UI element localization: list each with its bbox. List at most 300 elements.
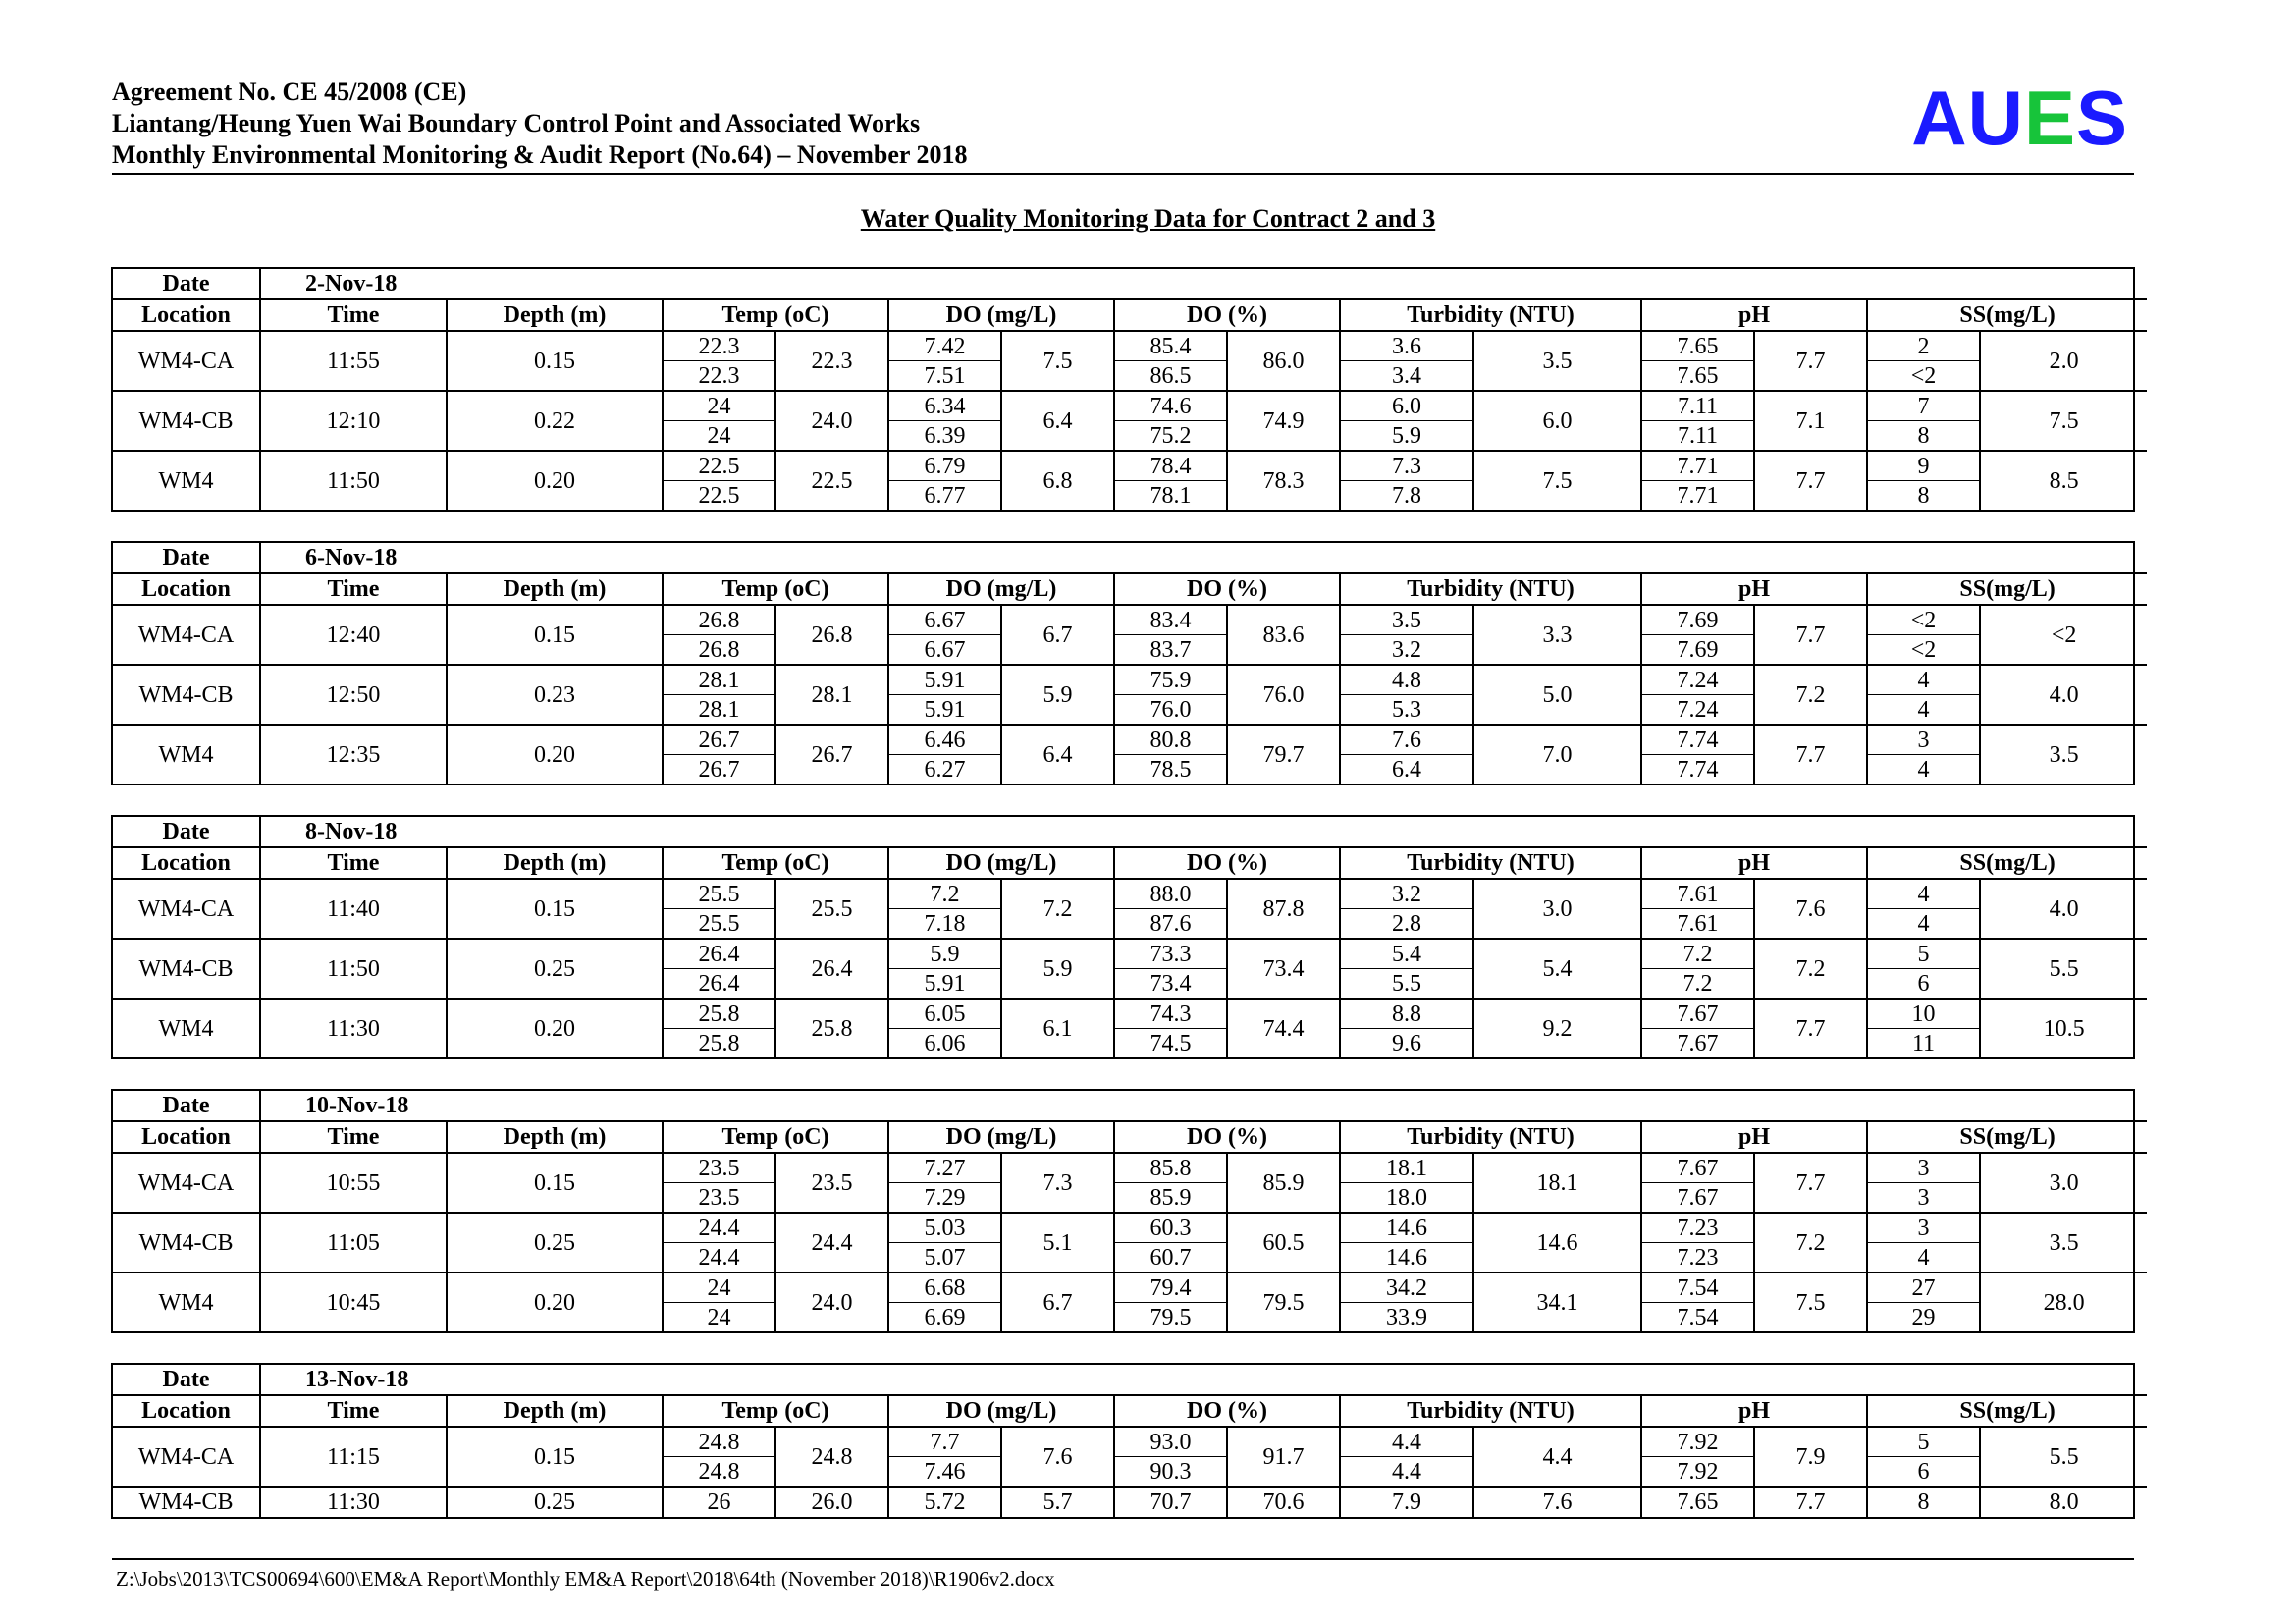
turbidity-reading-1: 3.2: [1340, 879, 1473, 909]
date-value: 2-Nov-18: [305, 271, 398, 297]
ss-reading-1: 5: [1867, 1427, 1980, 1457]
ss-reading-2: <2: [1867, 635, 1980, 666]
ss-reading-2: 4: [1867, 695, 1980, 726]
do-mgl-reading-2: 5.07: [888, 1243, 1001, 1273]
location-header: Location: [113, 1395, 260, 1427]
depth-cell: 0.25: [447, 939, 663, 999]
location-header: Location: [113, 1121, 260, 1153]
location-header: Location: [113, 847, 260, 879]
do-pct-header: DO (%): [1114, 1121, 1340, 1153]
ss-reading-2: 8: [1867, 421, 1980, 452]
location-cell: WM4: [113, 725, 260, 784]
ph-reading-1: 7.69: [1641, 605, 1754, 635]
temp-average: 26.0: [775, 1487, 888, 1517]
date-table-block: [111, 1089, 2135, 1333]
ss-reading-1: 9: [1867, 451, 1980, 481]
do-pct-average: 85.9: [1227, 1153, 1340, 1213]
do-pct-average: 74.9: [1227, 391, 1340, 451]
do-mgl-header: DO (mg/L): [888, 847, 1114, 879]
do-mgl-header: DO (mg/L): [888, 299, 1114, 331]
depth-header: Depth (m): [447, 1395, 663, 1427]
turbidity-average: 18.1: [1473, 1153, 1641, 1213]
table-row: [113, 1272, 2147, 1303]
do-mgl-header: DO (mg/L): [888, 573, 1114, 605]
file-path: Z:\Jobs\2013\TCS00694\600\EM&A Report\Monthly EM&A Report\2018\64th (November 2018)\R1906v2.docx: [116, 1567, 1055, 1591]
ss-reading-1: 5: [1867, 939, 1980, 969]
logo-part-s: S: [2075, 75, 2128, 161]
do-pct-reading-2: 85.9: [1114, 1183, 1227, 1214]
do-pct-average: 78.3: [1227, 451, 1340, 510]
do-mgl-reading-2: 5.91: [888, 969, 1001, 1000]
ph-header: pH: [1641, 1395, 1867, 1427]
ph-reading-1: 7.65: [1641, 331, 1754, 361]
do-mgl-average: 5.7: [1001, 1487, 1114, 1517]
do-mgl-reading-2: 7.29: [888, 1183, 1001, 1214]
do-pct-reading-2: 78.1: [1114, 481, 1227, 511]
temp-average: 24.0: [775, 391, 888, 451]
turbidity-reading-1: 6.0: [1340, 391, 1473, 421]
depth-cell: 0.23: [447, 665, 663, 725]
ss-reading-2: 4: [1867, 755, 1980, 785]
do-mgl-reading-1: 6.05: [888, 999, 1001, 1029]
footer-divider: [112, 1558, 2134, 1560]
do-mgl-reading-1: 6.68: [888, 1272, 1001, 1303]
turbidity-reading-1: 7.3: [1340, 451, 1473, 481]
ph-average: 7.1: [1754, 391, 1867, 451]
ph-reading-2: 7.11: [1641, 421, 1754, 452]
date-value: 10-Nov-18: [305, 1093, 409, 1118]
ss-reading-1: 3: [1867, 725, 1980, 755]
date-row: [113, 269, 2147, 299]
temp-reading-2: 28.1: [663, 695, 775, 726]
date-label: Date: [113, 1091, 260, 1121]
temp-reading-1: 22.3: [663, 331, 775, 361]
ss-reading-1: 10: [1867, 999, 1980, 1029]
do-mgl-reading-2: 6.06: [888, 1029, 1001, 1058]
do-pct-reading-1: 75.9: [1114, 665, 1227, 695]
ph-reading-1: 7.74: [1641, 725, 1754, 755]
ss-reading-2: 29: [1867, 1303, 1980, 1332]
ph-average: 7.7: [1754, 1153, 1867, 1213]
do-mgl-reading-2: 6.69: [888, 1303, 1001, 1332]
turbidity-reading-1: 4.8: [1340, 665, 1473, 695]
ph-reading-1: 7.67: [1641, 1153, 1754, 1183]
table-row: [113, 1213, 2147, 1243]
ss-average: 5.5: [1980, 939, 2147, 999]
location-cell: WM4-CB: [113, 665, 260, 725]
temp-reading-1: 28.1: [663, 665, 775, 695]
ss-header: SS(mg/L): [1867, 299, 2147, 331]
do-pct-reading-2: 83.7: [1114, 635, 1227, 666]
time-cell: 11:30: [260, 1487, 447, 1517]
ss-reading-2: 11: [1867, 1029, 1980, 1058]
turbidity-average: 5.4: [1473, 939, 1641, 999]
ss-average: 4.0: [1980, 879, 2147, 939]
temp-reading-1: 26.8: [663, 605, 775, 635]
do-pct-reading-1: 80.8: [1114, 725, 1227, 755]
table-row: [113, 879, 2147, 909]
temp-reading-1: 26.7: [663, 725, 775, 755]
do-mgl-average: 6.1: [1001, 999, 1114, 1057]
date-table-block: [111, 541, 2135, 785]
do-pct-reading-1: 85.8: [1114, 1153, 1227, 1183]
location-cell: WM4-CA: [137, 1443, 235, 1470]
location-cell: WM4: [113, 999, 260, 1057]
ph-header: pH: [1641, 847, 1867, 879]
location-header: Location: [113, 299, 260, 331]
table-row: [113, 665, 2147, 695]
ss-reading-1: 3: [1867, 1153, 1980, 1183]
depth-cell: 0.15: [447, 879, 663, 939]
temp-reading-2: 25.8: [663, 1029, 775, 1058]
ph-reading: 7.65: [1641, 1487, 1754, 1517]
depth-cell: 0.20: [447, 999, 663, 1057]
water-quality-table: [113, 1091, 2147, 1331]
turbidity-reading-2: 5.3: [1340, 695, 1473, 726]
turbidity-average: 7.0: [1473, 725, 1641, 784]
ph-reading-2: 7.65: [1641, 361, 1754, 392]
do-mgl-average: 7.3: [1001, 1153, 1114, 1213]
do-pct-average: 60.5: [1227, 1213, 1340, 1272]
column-header-row: [113, 1121, 2147, 1153]
temp-reading-2: 25.5: [663, 909, 775, 940]
ss-reading-2: 4: [1867, 909, 1980, 940]
location-header: Location: [113, 573, 260, 605]
table-row: [113, 1153, 2147, 1183]
do-mgl-reading-1: 7.42: [888, 331, 1001, 361]
depth-cell: 0.25: [447, 1487, 663, 1517]
do-mgl-average: 7.2: [1001, 879, 1114, 939]
do-pct-header: DO (%): [1114, 1395, 1340, 1427]
column-header-row: [113, 1395, 2147, 1427]
agreement-number: Agreement No. CE 45/2008 (CE): [112, 78, 467, 106]
water-quality-table: [113, 817, 2147, 1057]
turbidity-average: 7.6: [1473, 1487, 1641, 1517]
do-mgl-average: 5.1: [1001, 1213, 1114, 1272]
ph-average: 7.7: [1754, 331, 1867, 391]
temp-average: 25.5: [775, 879, 888, 939]
date-row: [113, 817, 2147, 847]
do-pct-header: DO (%): [1114, 299, 1340, 331]
date-value: 6-Nov-18: [305, 545, 398, 570]
do-pct-header: DO (%): [1114, 573, 1340, 605]
do-pct-reading-2: 60.7: [1114, 1243, 1227, 1273]
temp-reading: 26: [663, 1487, 775, 1517]
depth-cell: 0.20: [447, 725, 663, 784]
ss-reading-2: 8: [1867, 481, 1980, 511]
turbidity-header: Turbidity (NTU): [1340, 573, 1641, 605]
do-mgl-reading: 5.72: [888, 1487, 1001, 1517]
temp-header: Temp (oC): [663, 1395, 888, 1427]
turbidity-average: 34.1: [1473, 1272, 1641, 1331]
ph-average: 7.9: [1754, 1427, 1867, 1487]
water-quality-table: [113, 543, 2147, 784]
ph-average: 7.2: [1754, 1213, 1867, 1272]
turbidity-reading-2: 2.8: [1340, 909, 1473, 940]
ss-reading-1: 7: [1867, 391, 1980, 421]
temp-reading-1: 24: [663, 1272, 775, 1303]
ss-header: SS(mg/L): [1867, 573, 2147, 605]
ss-reading-1: 4: [1867, 879, 1980, 909]
ph-average: 7.7: [1754, 999, 1867, 1057]
do-mgl-average: 5.9: [1001, 939, 1114, 999]
do-mgl-reading-1: 6.34: [888, 391, 1001, 421]
ss-average: 7.5: [1980, 391, 2147, 451]
do-pct-reading-2: 76.0: [1114, 695, 1227, 726]
ph-header: pH: [1641, 299, 1867, 331]
location-cell: WM4-CB: [113, 1487, 260, 1517]
ph-average: 7.2: [1754, 939, 1867, 999]
location-cell: WM4-CA: [137, 1169, 235, 1196]
ss-average: 3.5: [1980, 725, 2147, 784]
depth-cell: 0.15: [447, 1427, 663, 1487]
depth-header: Depth (m): [447, 573, 663, 605]
ph-reading-1: 7.67: [1641, 999, 1754, 1029]
aues-logo: [1911, 75, 2128, 161]
ss-reading-2: <2: [1867, 361, 1980, 392]
do-mgl-average: 5.9: [1001, 665, 1114, 725]
do-mgl-reading-1: 5.03: [888, 1213, 1001, 1243]
do-mgl-reading-1: 7.7: [888, 1427, 1001, 1457]
do-pct-average: 91.7: [1227, 1427, 1340, 1487]
turbidity-average: 9.2: [1473, 999, 1641, 1057]
temp-average: 25.8: [775, 999, 888, 1057]
time-cell: 12:40: [260, 605, 447, 665]
ph-reading-2: 7.61: [1641, 909, 1754, 940]
time-header: Time: [260, 573, 447, 605]
do-pct-reading-1: 73.3: [1114, 939, 1227, 969]
ph-reading-2: 7.69: [1641, 635, 1754, 666]
do-pct-reading-2: 75.2: [1114, 421, 1227, 452]
do-pct-reading-2: 78.5: [1114, 755, 1227, 785]
ph-reading-1: 7.71: [1641, 451, 1754, 481]
time-cell: 11:15: [260, 1427, 447, 1487]
location-cell: WM4-CA: [137, 622, 235, 648]
do-mgl-reading-1: 5.9: [888, 939, 1001, 969]
ss-reading: 8: [1867, 1487, 1980, 1517]
ph-average: 7.5: [1754, 1272, 1867, 1331]
turbidity-average: 14.6: [1473, 1213, 1641, 1272]
ph-average: 7.7: [1754, 451, 1867, 510]
do-mgl-reading-2: 5.91: [888, 695, 1001, 726]
ss-reading-1: 27: [1867, 1272, 1980, 1303]
turbidity-header: Turbidity (NTU): [1340, 847, 1641, 879]
temp-reading-2: 24.8: [663, 1457, 775, 1488]
depth-header: Depth (m): [447, 847, 663, 879]
temp-average: 26.8: [775, 605, 888, 665]
temp-average: 26.7: [775, 725, 888, 784]
turbidity-header: Turbidity (NTU): [1340, 1395, 1641, 1427]
table-row: [113, 391, 2147, 421]
time-header: Time: [260, 1121, 447, 1153]
do-pct-average: 74.4: [1227, 999, 1340, 1057]
ss-average: 10.5: [1980, 999, 2147, 1057]
depth-cell: 0.15: [447, 1153, 663, 1213]
temp-reading-2: 24.4: [663, 1243, 775, 1273]
time-cell: 10:55: [260, 1153, 447, 1213]
turbidity-reading-2: 14.6: [1340, 1243, 1473, 1273]
ss-reading-2: 6: [1867, 1457, 1980, 1488]
ss-average: 8.5: [1980, 451, 2147, 510]
table-row: [113, 451, 2147, 481]
turbidity-reading-2: 5.9: [1340, 421, 1473, 452]
depth-cell: 0.25: [447, 1213, 663, 1272]
report-header: [112, 77, 2134, 175]
temp-average: 23.5: [775, 1153, 888, 1213]
table-row: [113, 331, 2147, 361]
ph-reading-1: 7.92: [1641, 1427, 1754, 1457]
location-cell: WM4-CB: [113, 1213, 260, 1272]
do-mgl-reading-1: 6.79: [888, 451, 1001, 481]
ph-header: pH: [1641, 1121, 1867, 1153]
do-mgl-reading-2: 6.67: [888, 635, 1001, 666]
temp-reading-2: 26.7: [663, 755, 775, 785]
column-header-row: [113, 299, 2147, 331]
ss-average: 28.0: [1980, 1272, 2147, 1331]
date-row: [113, 543, 2147, 573]
ph-reading-2: 7.67: [1641, 1183, 1754, 1214]
turbidity-reading-1: 14.6: [1340, 1213, 1473, 1243]
ss-average: 3.5: [1980, 1213, 2147, 1272]
do-pct-reading-1: 74.6: [1114, 391, 1227, 421]
turbidity-reading-1: 3.6: [1340, 331, 1473, 361]
do-pct-reading-2: 86.5: [1114, 361, 1227, 392]
ss-reading-2: 4: [1867, 1243, 1980, 1273]
depth-cell: 0.22: [447, 391, 663, 451]
do-pct-average: 86.0: [1227, 331, 1340, 391]
ph-average: 7.7: [1754, 725, 1867, 784]
turbidity-reading-1: 18.1: [1340, 1153, 1473, 1183]
turbidity-reading-2: 7.8: [1340, 481, 1473, 511]
date-label: Date: [113, 543, 260, 573]
do-mgl-average: 6.8: [1001, 451, 1114, 510]
do-mgl-reading-2: 6.27: [888, 755, 1001, 785]
ss-header: SS(mg/L): [1867, 1395, 2147, 1427]
time-cell: 12:35: [260, 725, 447, 784]
do-mgl-reading-2: 6.77: [888, 481, 1001, 511]
ph-reading-2: 7.71: [1641, 481, 1754, 511]
temp-reading-1: 22.5: [663, 451, 775, 481]
ss-average: 8.0: [1980, 1487, 2147, 1517]
temp-header: Temp (oC): [663, 299, 888, 331]
do-mgl-average: 7.6: [1001, 1427, 1114, 1487]
time-cell: 11:50: [260, 939, 447, 999]
do-pct-average: 79.5: [1227, 1272, 1340, 1331]
ph-average: 7.7: [1754, 605, 1867, 665]
ph-reading-1: 7.11: [1641, 391, 1754, 421]
date-row: [113, 1091, 2147, 1121]
ph-reading-2: 7.54: [1641, 1303, 1754, 1332]
temp-reading-1: 24.4: [663, 1213, 775, 1243]
time-cell: 10:45: [260, 1272, 447, 1331]
ss-reading-1: 4: [1867, 665, 1980, 695]
ss-average: 2.0: [1980, 331, 2147, 391]
do-pct-average: 83.6: [1227, 605, 1340, 665]
ph-reading-2: 7.2: [1641, 969, 1754, 1000]
date-label: Date: [113, 1365, 260, 1395]
turbidity-reading-1: 34.2: [1340, 1272, 1473, 1303]
table-row: [113, 725, 2147, 755]
turbidity-reading-2: 9.6: [1340, 1029, 1473, 1058]
do-mgl-reading-2: 7.51: [888, 361, 1001, 392]
depth-cell: 0.20: [447, 1272, 663, 1331]
location-cell: WM4-CA: [137, 895, 235, 922]
report-name: Monthly Environmental Monitoring & Audit Report (No.64) – November 2018: [112, 140, 968, 169]
do-pct-average: 73.4: [1227, 939, 1340, 999]
logo-part-e: E: [2023, 75, 2076, 161]
ss-header: SS(mg/L): [1867, 1121, 2147, 1153]
depth-cell: 0.15: [447, 605, 663, 665]
time-cell: 11:30: [260, 999, 447, 1057]
date-value: 13-Nov-18: [305, 1367, 409, 1392]
do-pct-header: DO (%): [1114, 847, 1340, 879]
turbidity-average: 3.0: [1473, 879, 1641, 939]
location-cell: WM4-CB: [113, 391, 260, 451]
temp-average: 22.3: [775, 331, 888, 391]
ss-reading-2: 3: [1867, 1183, 1980, 1214]
do-pct-reading-1: 85.4: [1114, 331, 1227, 361]
location-cell: WM4: [113, 1272, 260, 1331]
do-pct-average: 70.6: [1227, 1487, 1340, 1517]
do-mgl-reading-2: 7.18: [888, 909, 1001, 940]
table-row: [113, 939, 2147, 969]
do-mgl-average: 6.7: [1001, 1272, 1114, 1331]
do-mgl-average: 6.4: [1001, 725, 1114, 784]
table-row: [113, 1427, 2147, 1457]
depth-cell: 0.20: [447, 451, 663, 510]
ss-average: <2: [1980, 605, 2147, 665]
depth-header: Depth (m): [447, 1121, 663, 1153]
do-mgl-reading-2: 6.39: [888, 421, 1001, 452]
time-cell: 11:40: [260, 879, 447, 939]
do-pct-reading-1: 88.0: [1114, 879, 1227, 909]
ss-average: 5.5: [1980, 1427, 2147, 1487]
do-pct-reading-1: 74.3: [1114, 999, 1227, 1029]
ss-average: 3.0: [1980, 1153, 2147, 1213]
turbidity-reading-2: 3.2: [1340, 635, 1473, 666]
ph-reading-2: 7.74: [1641, 755, 1754, 785]
do-pct-average: 87.8: [1227, 879, 1340, 939]
temp-reading-2: 26.4: [663, 969, 775, 1000]
do-mgl-average: 6.7: [1001, 605, 1114, 665]
do-pct-reading-2: 79.5: [1114, 1303, 1227, 1332]
depth-cell: 0.15: [447, 331, 663, 391]
temp-reading-1: 23.5: [663, 1153, 775, 1183]
date-table-block: [111, 267, 2135, 512]
turbidity-header: Turbidity (NTU): [1340, 299, 1641, 331]
column-header-row: [113, 573, 2147, 605]
turbidity-average: 4.4: [1473, 1427, 1641, 1487]
project-name: Liantang/Heung Yuen Wai Boundary Control Point and Associated Works: [112, 109, 921, 137]
do-pct-reading-2: 73.4: [1114, 969, 1227, 1000]
do-pct-reading-1: 78.4: [1114, 451, 1227, 481]
turbidity-average: 6.0: [1473, 391, 1641, 451]
ph-reading-1: 7.24: [1641, 665, 1754, 695]
turbidity-reading-2: 6.4: [1340, 755, 1473, 785]
temp-reading-2: 24: [663, 1303, 775, 1332]
time-header: Time: [260, 299, 447, 331]
temp-header: Temp (oC): [663, 573, 888, 605]
do-pct-reading-2: 74.5: [1114, 1029, 1227, 1058]
turbidity-average: 3.5: [1473, 331, 1641, 391]
time-header: Time: [260, 847, 447, 879]
turbidity-reading-2: 33.9: [1340, 1303, 1473, 1332]
ph-reading-2: 7.67: [1641, 1029, 1754, 1058]
temp-average: 24.4: [775, 1213, 888, 1272]
do-pct-reading-1: 60.3: [1114, 1213, 1227, 1243]
ph-reading-2: 7.23: [1641, 1243, 1754, 1273]
turbidity-reading-1: 8.8: [1340, 999, 1473, 1029]
